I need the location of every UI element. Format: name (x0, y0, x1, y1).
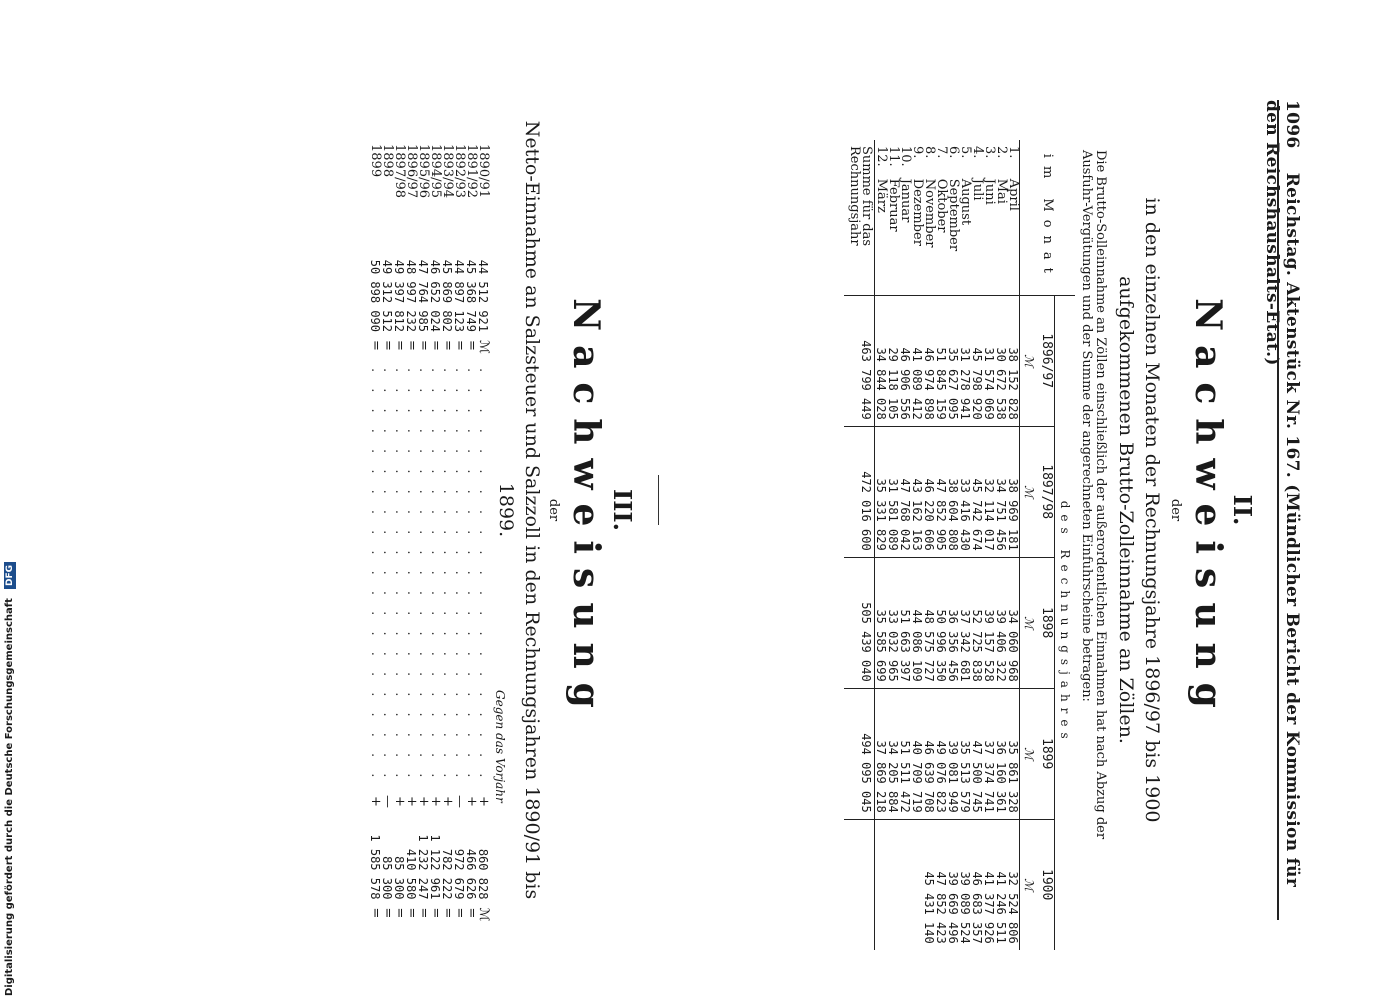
row-number: 10. (898, 146, 913, 167)
sum-label: Summe für das Rechnungsjahr (844, 140, 875, 295)
year-cell: 1899 (368, 144, 383, 178)
row-number: 7. (934, 146, 949, 159)
leader-dots: . . . . . . . . . . . . . . . . . . . . . (452, 368, 467, 784)
row-number: 4. (970, 146, 985, 159)
section-2-der: der (1168, 498, 1183, 522)
section-3-number: III. (608, 488, 637, 532)
value-cell: 29 118 105 (887, 295, 899, 426)
diff-cell: 1 232 247 (416, 834, 430, 900)
unit-header: ℳ (1020, 819, 1039, 950)
diff-unit-cell: = (404, 907, 419, 919)
diff-unit-cell: = (368, 907, 383, 919)
unit-cell: = (440, 340, 455, 351)
value-cell: 37 374 741 (983, 688, 995, 819)
amount-cell: 47 764 985 (416, 259, 430, 332)
diff-cell: 782 222 (440, 848, 454, 900)
amount-cell: 50 898 090 (368, 259, 382, 332)
leader-dots: . . . . . . . . . . . . . . . . . . . . . (404, 368, 419, 784)
month-cell: Januar (899, 173, 911, 296)
sign-cell: + (404, 795, 419, 807)
table-row (875, 140, 888, 950)
year-cell: 1892/93 (452, 144, 467, 199)
table-2-container (844, 140, 1075, 950)
unit-cell: = (416, 340, 431, 351)
unit-header: ℳ (1020, 557, 1039, 688)
value-cell: 35 585 699 (875, 557, 888, 688)
gegen-vorjahr-header: Gegen das Vorjahr (493, 690, 507, 803)
value-cell: 39 406 322 (995, 557, 1007, 688)
leader-dots: . . . . . . . . . . . . . . . . . . . . . (416, 368, 431, 784)
value-cell: 35 331 829 (875, 426, 888, 557)
table-row (911, 140, 923, 950)
row-number: 9. (910, 146, 925, 159)
table-row (971, 140, 983, 950)
value-cell: 39 081 949 (947, 688, 959, 819)
value-cell: 40 709 719 (911, 688, 923, 819)
section-divider (658, 475, 659, 525)
value-cell: 39 089 524 (958, 871, 972, 944)
table-3 (369, 140, 489, 931)
unit-cell: = (368, 340, 383, 351)
running-head (1262, 100, 1302, 920)
month-cell: Februar (887, 173, 899, 296)
diff-cell: 860 828 (476, 848, 490, 900)
value-cell: 46 639 708 (923, 688, 935, 819)
value-cell: 45 431 140 (922, 871, 936, 944)
leader-dots: . . . . . . . . . . . . . . . . . . . . . (464, 368, 479, 784)
dfg-logo: DFG (4, 562, 16, 589)
diff-cell: 1 585 578 (368, 834, 382, 900)
diff-unit-cell: = (428, 907, 443, 919)
section-2-number: II. (1228, 494, 1257, 526)
value-cell (875, 819, 888, 950)
section-2-subtitle: in den einzelnen Monaten der Rechnungsjahre 1896/97 bis 1900 aufgekommenen Brutto-Zolleinnahme an Zöllen. (1115, 197, 1163, 823)
value-cell: 37 869 218 (875, 688, 888, 819)
unit-cell: ℳ (476, 340, 491, 354)
sum-cell (844, 819, 875, 950)
value-cell: 47 852 905 (935, 426, 947, 557)
year-header: 1899 (1038, 688, 1055, 819)
dfg-footer-text: Digitalisierung gefördert durch die Deutsche Forschungsgemeinschaft (4, 598, 15, 996)
month-cell: März (875, 173, 888, 296)
month-cell: Oktober (935, 173, 947, 296)
leader-dots: . . . . . . . . . . . . . . . . . . . . . (368, 368, 383, 784)
unit-header: ℳ (1020, 295, 1039, 426)
diff-cell: 85 300 (392, 856, 406, 900)
value-cell: 34 751 456 (995, 426, 1007, 557)
unit-header: ℳ (1020, 426, 1039, 557)
year-cell: 1890/91 (476, 144, 491, 199)
leader-dots: . . . . . . . . . . . . . . . . . . . . . (440, 368, 455, 784)
value-cell: 34 060 968 (1007, 557, 1020, 688)
value-cell (887, 819, 899, 950)
month-cell: Juli (971, 173, 983, 296)
dfg-footer (0, 565, 20, 1000)
value-cell: 41 089 412 (911, 295, 923, 426)
year-header: 1897/98 (1038, 426, 1055, 557)
month-cell: September (947, 173, 959, 296)
value-cell: 45 798 920 (971, 295, 983, 426)
year-cell: 1894/95 (428, 144, 443, 199)
value-cell: 52 725 838 (971, 557, 983, 688)
row-number: 11. (886, 146, 901, 167)
diff-cell: 466 626 (464, 848, 478, 900)
unit-cell: = (464, 340, 479, 351)
value-cell: 41 377 926 (982, 871, 996, 944)
sign-cell: + (464, 795, 479, 807)
value-cell: 39 157 528 (983, 557, 995, 688)
value-cell: 47 768 042 (899, 426, 911, 557)
value-cell: 47 500 745 (971, 688, 983, 819)
diff-unit-cell: = (464, 907, 479, 919)
diff-unit-cell: ℳ (476, 907, 491, 922)
year-group-header: des Rechnungsjahres (1055, 295, 1076, 950)
value-cell: 37 342 681 (959, 557, 971, 688)
unit-cell: = (404, 340, 419, 351)
leader-dots: . . . . . . . . . . . . . . . . . . . . . (476, 368, 491, 784)
value-cell: 38 969 181 (1007, 426, 1020, 557)
row-number: 12. (874, 146, 889, 167)
table-row (995, 140, 1007, 950)
year-cell: 1895/96 (416, 144, 431, 199)
unit-cell: = (428, 340, 443, 351)
value-cell: 46 220 606 (923, 426, 935, 557)
amount-cell: 45 869 802 (440, 259, 454, 332)
year-cell: 1896/97 (404, 144, 419, 199)
value-cell (899, 819, 911, 950)
amount-cell: 49 312 512 (380, 259, 394, 332)
value-cell: 51 511 472 (899, 688, 911, 819)
value-cell: 51 663 397 (899, 557, 911, 688)
value-cell: 46 683 357 (970, 871, 984, 944)
table-row (959, 140, 971, 950)
diff-cell: 85 300 (380, 856, 394, 900)
table-row (887, 140, 899, 950)
row-number: 2. (994, 146, 1009, 159)
diff-unit-cell: = (380, 907, 395, 919)
table-row (923, 140, 935, 950)
value-cell: 45 742 674 (971, 426, 983, 557)
sign-cell: + (368, 795, 383, 807)
diff-unit-cell: = (440, 907, 455, 919)
leader-dots: . . . . . . . . . . . . . . . . . . . . . (428, 368, 443, 784)
sign-cell: + (440, 795, 455, 807)
unit-header: ℳ (1020, 688, 1039, 819)
value-cell: 46 906 556 (899, 295, 911, 426)
year-header: 1896/97 (1038, 295, 1055, 426)
value-cell: 38 152 828 (1007, 295, 1020, 426)
sign-cell: + (416, 795, 431, 807)
diff-cell: 972 679 (452, 848, 466, 900)
value-cell: 46 974 898 (923, 295, 935, 426)
diff-unit-cell: = (392, 907, 407, 919)
month-cell: Mai (995, 173, 1007, 296)
row-number: 1. (1006, 146, 1021, 159)
year-cell: 1891/92 (464, 144, 479, 199)
value-cell: 31 574 069 (983, 295, 995, 426)
value-cell: 30 672 538 (995, 295, 1007, 426)
year-header: 1898 (1038, 557, 1055, 688)
value-cell: 48 575 727 (923, 557, 935, 688)
section-3-der: der (546, 498, 561, 522)
section-2-title: Nachweisung (1187, 298, 1229, 722)
section-3-subtitle: Netto-Einnahme an Salzsteuer und Salzzoll in den Rechnungsjahren 1890/91 bis 1899. (495, 120, 543, 900)
value-cell: 33 416 430 (959, 426, 971, 557)
value-cell: 47 852 423 (934, 871, 948, 944)
year-cell: 1898 (380, 144, 395, 178)
sum-row (844, 140, 875, 950)
value-cell: 43 162 163 (911, 426, 923, 557)
sum-cell: 505 439 040 (844, 557, 875, 688)
header-rule (1277, 100, 1279, 920)
table-row (369, 140, 381, 931)
month-cell: August (959, 173, 971, 296)
value-cell: 32 114 017 (983, 426, 995, 557)
table-row (935, 140, 947, 950)
month-cell: November (923, 173, 935, 296)
unit-cell: = (452, 340, 467, 351)
row-number: 6. (946, 146, 961, 159)
year-cell: 1897/98 (392, 144, 407, 199)
sum-cell: 472 016 600 (844, 426, 875, 557)
table-row (983, 140, 995, 950)
month-header: im Monat (1020, 140, 1076, 295)
table-row (947, 140, 959, 950)
value-cell: 36 160 361 (995, 688, 1007, 819)
value-cell: 41 246 511 (994, 871, 1008, 944)
diff-unit-cell: = (452, 907, 467, 919)
value-cell: 50 996 350 (935, 557, 947, 688)
month-cell: Dezember (911, 173, 923, 296)
value-cell: 36 356 456 (947, 557, 959, 688)
amount-cell: 45 368 749 (464, 259, 478, 332)
value-cell: 51 845 159 (935, 295, 947, 426)
value-cell: 34 844 028 (875, 295, 888, 426)
leader-dots: . . . . . . . . . . . . . . . . . . . . . (392, 368, 407, 784)
value-cell: 35 627 095 (947, 295, 959, 426)
value-cell: 35 513 579 (959, 688, 971, 819)
page-number: 1096 (1282, 100, 1302, 149)
running-head-text: Reichstag. Aktenstück Nr. 167. (Mündlicher Bericht der Kommission für den Reichshaushalts-Etat.) (1262, 100, 1302, 888)
value-cell: 44 086 109 (911, 557, 923, 688)
sign-cell: + (428, 795, 443, 807)
sum-cell: 494 095 045 (844, 688, 875, 819)
unit-cell: = (380, 340, 395, 351)
amount-cell: 49 397 812 (392, 259, 406, 332)
diff-cell: 1 122 961 (428, 834, 442, 900)
section-3-title: Nachweisung (565, 298, 607, 722)
amount-cell: 44 512 921 (476, 259, 490, 332)
sign-cell: + (392, 795, 407, 807)
sum-cell: 463 799 449 (844, 295, 875, 426)
sign-cell: — (380, 794, 395, 808)
table-row (1007, 140, 1020, 950)
year-cell: 1893/94 (440, 144, 455, 199)
value-cell: 32 524 806 (1006, 871, 1020, 944)
section-2-intro: Die Brutto-Solleinnahme an Zöllen einschließlich der außerordentlichen Einnahmen hat nach Abzug der Ausfuhr-Vergütungen und der Summe der angerechneten Einfuhrscheine betragen: (1079, 150, 1108, 840)
amount-cell: 44 897 123 (452, 259, 466, 332)
month-cell: April (1007, 173, 1020, 296)
sign-cell: + (476, 795, 491, 807)
value-cell: 33 032 965 (887, 557, 899, 688)
row-number: 3. (982, 146, 997, 159)
value-cell: 35 861 328 (1007, 688, 1020, 819)
diff-cell: 410 580 (404, 848, 418, 900)
value-cell: 34 205 884 (887, 688, 899, 819)
year-header: 1900 (1039, 869, 1054, 901)
row-number: 8. (922, 146, 937, 159)
value-cell: 49 076 823 (935, 688, 947, 819)
table-2 (844, 140, 1075, 950)
leader-dots: . . . . . . . . . . . . . . . . . . . . . (380, 368, 395, 784)
value-cell: 31 278 941 (959, 295, 971, 426)
amount-cell: 46 652 024 (428, 259, 442, 332)
sign-cell: — (452, 794, 467, 808)
table-3-container (369, 140, 489, 931)
value-cell: 39 669 496 (946, 871, 960, 944)
unit-cell: = (392, 340, 407, 351)
diff-unit-cell: = (416, 907, 431, 919)
month-cell: Juni (983, 173, 995, 296)
value-cell: 38 604 808 (947, 426, 959, 557)
row-number: 5. (958, 146, 973, 159)
amount-cell: 48 997 232 (404, 259, 418, 332)
value-cell: 31 581 089 (887, 426, 899, 557)
table-row (899, 140, 911, 950)
